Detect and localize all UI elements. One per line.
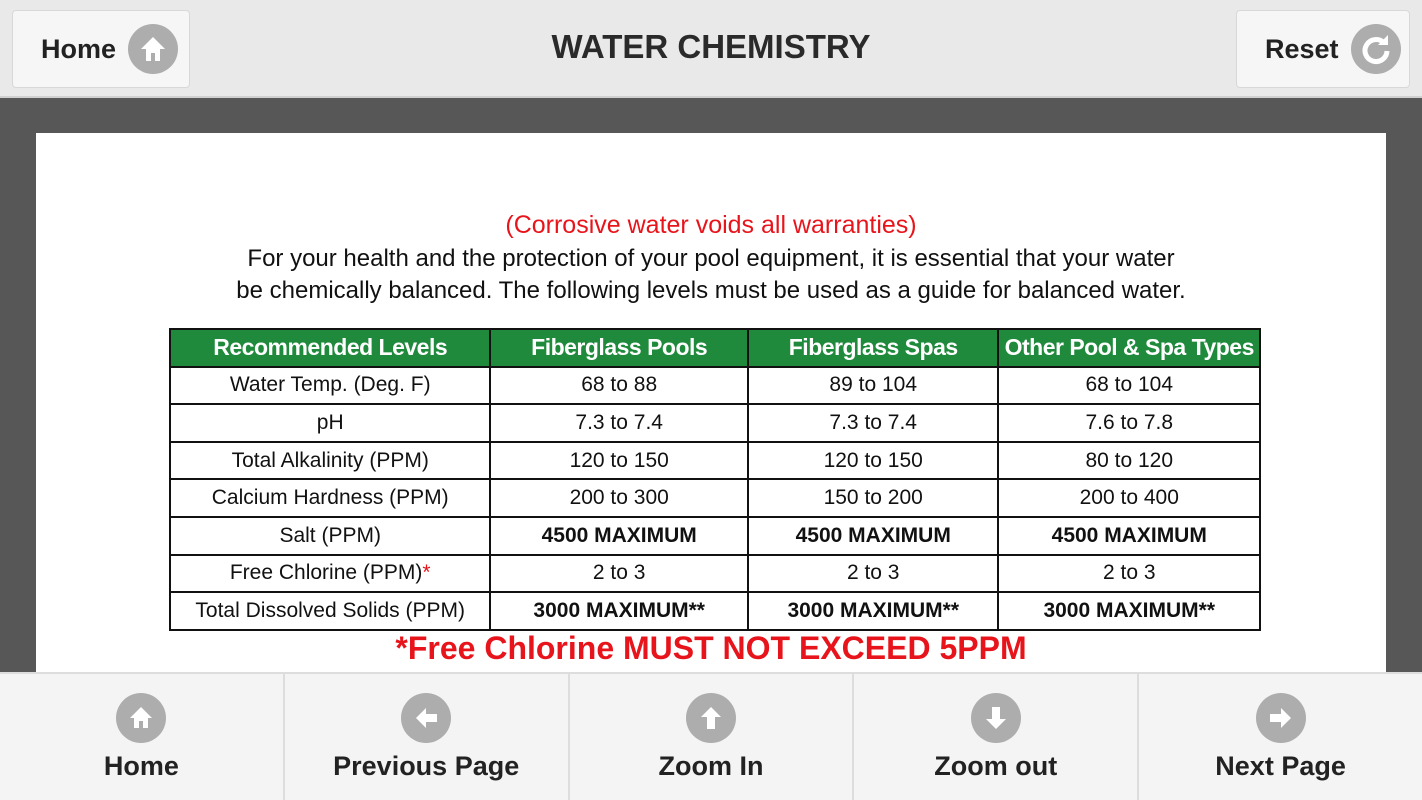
bottom-nav — [0, 672, 1422, 800]
table-cell — [998, 442, 1260, 480]
cell-text: 3000 MAXIMUM** — [787, 598, 959, 622]
top-bar — [0, 0, 1422, 98]
cell-text: 7.3 to 7.4 — [829, 410, 917, 434]
table-row — [170, 555, 1260, 593]
page-title: WATER CHEMISTRY — [551, 28, 871, 65]
warranty-warning: (Corrosive water voids all warranties) — [505, 211, 917, 239]
previous-page-button[interactable] — [285, 674, 570, 800]
table-cell — [170, 479, 490, 517]
table-cell — [748, 442, 999, 480]
cell-text: 120 to 150 — [569, 448, 669, 472]
table-cell — [490, 555, 748, 593]
intro-line: For your health and the protection of your pool equipment, it is essential that your water — [247, 245, 1175, 272]
nav-label: Previous Page — [333, 750, 520, 781]
column-header: Fiberglass Spas — [748, 329, 999, 367]
home-button[interactable] — [0, 674, 285, 800]
reset-icon — [1351, 24, 1401, 74]
table-row — [170, 479, 1260, 517]
intro-text — [36, 243, 1386, 307]
arrow-left-icon — [401, 693, 451, 743]
cell-text: pH — [316, 410, 344, 434]
column-header: Other Pool & Spa Types — [998, 329, 1260, 367]
table-cell — [998, 517, 1260, 555]
cell-text: 3000 MAXIMUM** — [1043, 598, 1216, 622]
cell-text: 4500 MAXIMUM — [795, 523, 951, 547]
table-cell — [998, 592, 1260, 630]
table-cell — [490, 442, 748, 480]
cell-text: 200 to 300 — [569, 486, 669, 510]
cell-text: 150 to 200 — [823, 486, 923, 510]
cell-text: 120 to 150 — [823, 448, 923, 472]
table-cell — [170, 404, 490, 442]
table-cell — [748, 479, 999, 517]
table-cell — [170, 367, 490, 405]
arrow-up-icon — [686, 693, 736, 743]
table-cell — [998, 479, 1260, 517]
cell-text: 2 to 3 — [1102, 561, 1156, 585]
table-cell — [490, 517, 748, 555]
table-row — [170, 404, 1260, 442]
table-cell — [170, 442, 490, 480]
cell-text: Salt (PPM) — [279, 523, 381, 547]
footnote: *Free Chlorine MUST NOT EXCEED 5PPM — [395, 630, 1027, 666]
reset-button[interactable] — [1236, 10, 1410, 88]
cell-text: 2 to 3 — [592, 561, 646, 585]
table-cell — [748, 592, 999, 630]
chemistry-table — [169, 328, 1261, 631]
asterisk: * — [422, 561, 431, 585]
table-row — [170, 517, 1260, 555]
table-row — [170, 592, 1260, 630]
table-cell — [490, 367, 748, 405]
intro-line: be chemically balanced. The following levels must be used as a guide for balanced water. — [236, 277, 1186, 304]
zoom-out-button[interactable] — [854, 674, 1139, 800]
table-cell — [170, 517, 490, 555]
table-cell — [748, 555, 999, 593]
table-cell — [490, 479, 748, 517]
cell-text: Total Alkalinity (PPM) — [231, 448, 429, 472]
table-row — [170, 367, 1260, 405]
table-cell — [998, 367, 1260, 405]
cell-text: Calcium Hardness (PPM) — [211, 486, 449, 510]
cell-text: 200 to 400 — [1079, 486, 1179, 510]
column-header: Recommended Levels — [170, 329, 490, 367]
cell-text: Water Temp. (Deg. F) — [229, 373, 431, 397]
cell-text: 7.3 to 7.4 — [575, 410, 663, 434]
table-cell — [748, 404, 999, 442]
column-header: Fiberglass Pools — [490, 329, 748, 367]
next-page-button[interactable] — [1139, 674, 1422, 800]
home-label: Home — [41, 33, 117, 64]
arrow-right-icon — [1256, 693, 1306, 743]
table-cell — [490, 404, 748, 442]
table-cell — [490, 592, 748, 630]
cell-text: 68 to 88 — [581, 373, 658, 397]
document-page — [36, 133, 1386, 672]
cell-text: 4500 MAXIMUM — [1051, 523, 1207, 547]
nav-label: Home — [103, 750, 179, 781]
table-cell — [748, 517, 999, 555]
table-cell — [170, 592, 490, 630]
nav-label: Next Page — [1215, 750, 1346, 781]
cell-text: 80 to 120 — [1085, 448, 1174, 472]
cell-text: Total Dissolved Solids (PPM) — [195, 598, 466, 622]
nav-label: Zoom In — [658, 750, 764, 781]
cell-text: 7.6 to 7.8 — [1085, 410, 1174, 434]
cell-text: Free Chlorine (PPM) — [229, 561, 423, 585]
nav-label: Zoom out — [934, 750, 1058, 781]
header-row — [170, 329, 1260, 367]
cell-text: 2 to 3 — [846, 561, 900, 585]
table-row — [170, 442, 1260, 480]
cell-text: 4500 MAXIMUM — [541, 523, 697, 547]
table-cell — [170, 555, 490, 593]
reset-label: Reset — [1265, 33, 1339, 64]
table-cell — [998, 555, 1260, 593]
cell-text: 68 to 104 — [1085, 373, 1174, 397]
cell-text: 89 to 104 — [829, 373, 918, 397]
table-cell — [748, 367, 999, 405]
home-icon — [116, 693, 166, 743]
arrow-down-icon — [971, 693, 1021, 743]
zoom-in-button[interactable] — [570, 674, 855, 800]
table-cell — [998, 404, 1260, 442]
cell-text: 3000 MAXIMUM** — [533, 598, 705, 622]
